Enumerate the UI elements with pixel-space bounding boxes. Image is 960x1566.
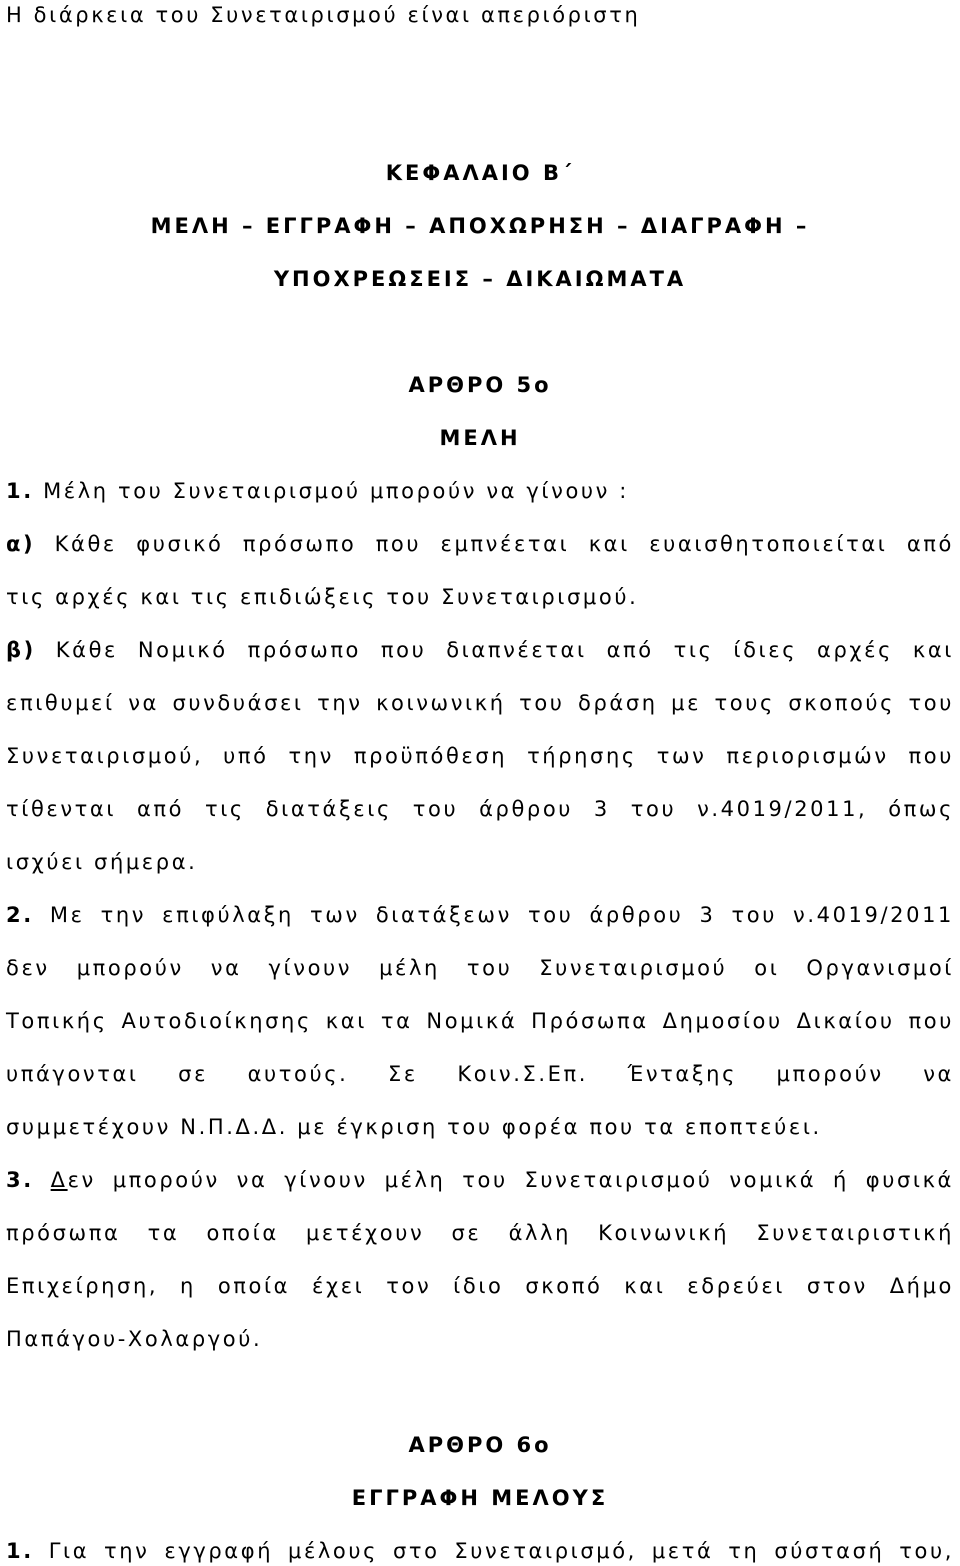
paragraph-text: Για την εγγραφή μέλους στο Συνεταιρισμό, μετά τη σύστασή του, [48, 1539, 954, 1563]
paragraph-1 [6, 478, 954, 504]
paragraph-2-line-5: συμμετέχουν Ν.Π.Δ.Δ. με έγκριση του φορέα που τα εποπτεύει. [6, 1115, 822, 1139]
chapter-title: ΚΕΦΑΛΑΙΟ Β΄ [385, 161, 575, 185]
item-label: α) [6, 532, 36, 556]
paragraph-3-line-1 [6, 1167, 954, 1193]
article-6-title: ΑΡΘΡΟ 6ο [408, 1433, 552, 1457]
underlined-initial: Δ [50, 1168, 68, 1192]
item-a-line-2: τις αρχές και τις επιδιώξεις του Συνεταιρισμού. [6, 585, 639, 609]
article-6-subtitle: ΕΓΓΡΑΦΗ ΜΕΛΟΥΣ [351, 1486, 609, 1510]
paragraph-text: Δεν μπορούν να γίνουν μέλη του Συνεταιρισμού νομικά ή φυσικά [50, 1168, 954, 1192]
item-a-line-1 [6, 531, 954, 557]
chapter-subtitle-1: ΜΕΛΗ – ΕΓΓΡΑΦΗ – ΑΠΟΧΩΡΗΣΗ – ΔΙΑΓΡΑΦΗ – [150, 214, 810, 238]
paragraph-2-line-4: υπάγονται σε αυτούς. Σε Κοιν.Σ.Επ. Ένταξης μπορούν να [6, 1062, 954, 1086]
item-text: Κάθε Νομικό πρόσωπο που διαπνέεται από τις ίδιες αρχές και [55, 638, 955, 662]
paragraph-number: 2. [6, 903, 34, 927]
paragraph-3-line-3: Επιχείρηση, η οποία έχει τον ίδιο σκοπό και εδρεύει στον Δήμο [6, 1274, 954, 1298]
paragraph-2-line-1 [6, 902, 954, 928]
item-b-line-3: Συνεταιρισμού, υπό την προϋπόθεση τήρησης των περιορισμών που [6, 744, 954, 768]
paragraph-2-line-2: δεν μπορούν να γίνουν μέλη του Συνεταιρισμού οι Οργανισμοί [6, 956, 954, 980]
article-5-subtitle: ΜΕΛΗ [439, 426, 521, 450]
paragraph-text: Μέλη του Συνεταιρισμού μπορούν να γίνουν : [43, 479, 629, 503]
chapter-subtitle-2: ΥΠΟΧΡΕΩΣΕΙΣ – ΔΙΚΑΙΩΜΑΤΑ [273, 267, 687, 291]
paragraph-number: 1. [6, 1539, 34, 1563]
item-b-line-4: τίθενται από τις διατάξεις του άρθρου 3 του ν.4019/2011, όπως [6, 797, 954, 821]
paragraph-text: Με την επιφύλαξη των διατάξεων του άρθρου 3 του ν.4019/2011 [49, 903, 954, 927]
item-b-line-2: επιθυμεί να συνδυάσει την κοινωνική του δράση με τους σκοπούς του [6, 691, 954, 715]
paragraph-3-line-4: Παπάγου-Χολαργού. [6, 1327, 263, 1351]
paragraph-3-line-2: πρόσωπα τα οποία μετέχουν σε άλλη Κοινωνική Συνεταιριστική [6, 1221, 954, 1245]
article-6-paragraph-1 [6, 1538, 954, 1564]
item-b-line-5: ισχύει σήμερα. [6, 850, 198, 874]
item-b-line-1 [6, 637, 954, 663]
paragraph-number: 1. [6, 479, 34, 503]
item-label: β) [6, 638, 36, 662]
intro-text: Η διάρκεια του Συνεταιρισμού είναι απεριόριστη [6, 3, 641, 27]
paragraph-2-line-3: Τοπικής Αυτοδιοίκησης και τα Νομικά Πρόσωπα Δημοσίου Δικαίου που [6, 1009, 954, 1033]
paragraph-number: 3. [6, 1168, 34, 1192]
item-text: Κάθε φυσικό πρόσωπο που εμπνέεται και ευαισθητοποιείται από [54, 532, 955, 556]
article-5-title: ΑΡΘΡΟ 5ο [408, 373, 552, 397]
